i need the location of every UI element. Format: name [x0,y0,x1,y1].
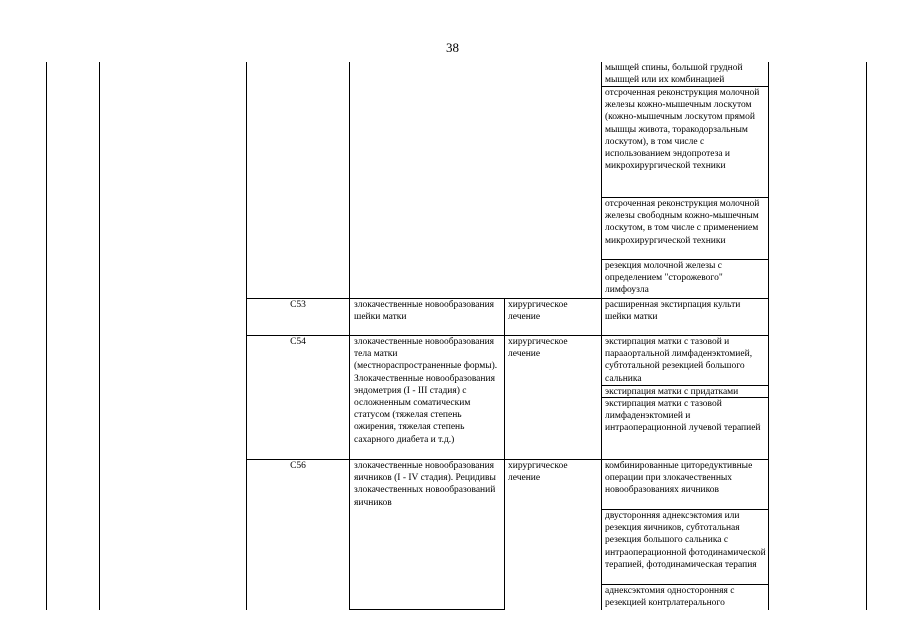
code-cell: C56 [290,461,306,471]
table-border-right [866,62,867,610]
row-line [349,609,505,610]
page-number: 38 [446,40,459,55]
diagnosis-cell: злокачественные новообразования тела матки (местнораспространенные формы). Злокачественные новообразования эндометрия (I - III стадия) с осложненным соматическим статусом (тяжелая степень ожирения, тяжелая степень сахарного диабета и т.д.) [354,337,498,445]
method-cell: двусторонняя аднексэктомия или резекция яичников, субтотальная резекция большого сальника с интраоперационной фотодинамической терапией, фотодинамическая терапия [605,511,766,570]
method-cell: экстирпация матки с придатками [605,387,739,397]
code-cell: C54 [290,337,306,347]
method-cell: расширенная экстирпация культи шейки матки [605,300,741,323]
column-line [99,62,100,610]
diagnosis-cell: злокачественные новообразования яичников (I - IV стадия). Рецидивы злокачественных новообразований яичников [354,461,496,508]
treatment-cell: хирургическое лечение [508,337,568,360]
code-cell: C53 [290,300,306,310]
diagnosis-cell: злокачественные новообразования шейки матки [354,300,495,323]
method-cell: экстирпация матки с тазовой лимфаденэктомией и интраоперационной лучевой терапией [605,399,761,434]
column-line [768,62,769,610]
method-cell: резекция молочной железы с определением "сторожевого" лимфоузла [605,261,723,296]
method-cell: экстирпация матки с тазовой и парааортальной лимфаденэктомией, субтотальной резекцией большого сальника [605,337,753,384]
column-line [349,62,350,610]
table-border-left [46,62,47,610]
column-line [504,298,505,610]
treatment-cell: хирургическое лечение [508,461,568,484]
method-cell: отсроченная реконструкция молочной железы свободным кожно-мышечным лоскутом, в том числе с применением микрохирургической техники [605,199,760,246]
method-cell: мышцей спины, большой грудной мышцей или их комбинацией [605,63,743,86]
column-line [601,62,602,610]
method-cell: аднексэктомия односторонняя с резекцией контрлатерального [605,586,735,609]
method-cell: отсроченная реконструкция молочной железы кожно-мышечным лоскутом (кожно-мышечным лоскутом прямой мышцы живота, торакодорзальным лоскутом), в том числе с использованием эндопротеза и микрохирургической техники [605,88,760,172]
method-cell: комбинированные циторедуктивные операции при злокачественных новообразованиях яичников [605,461,753,496]
treatment-cell: хирургическое лечение [508,300,568,323]
